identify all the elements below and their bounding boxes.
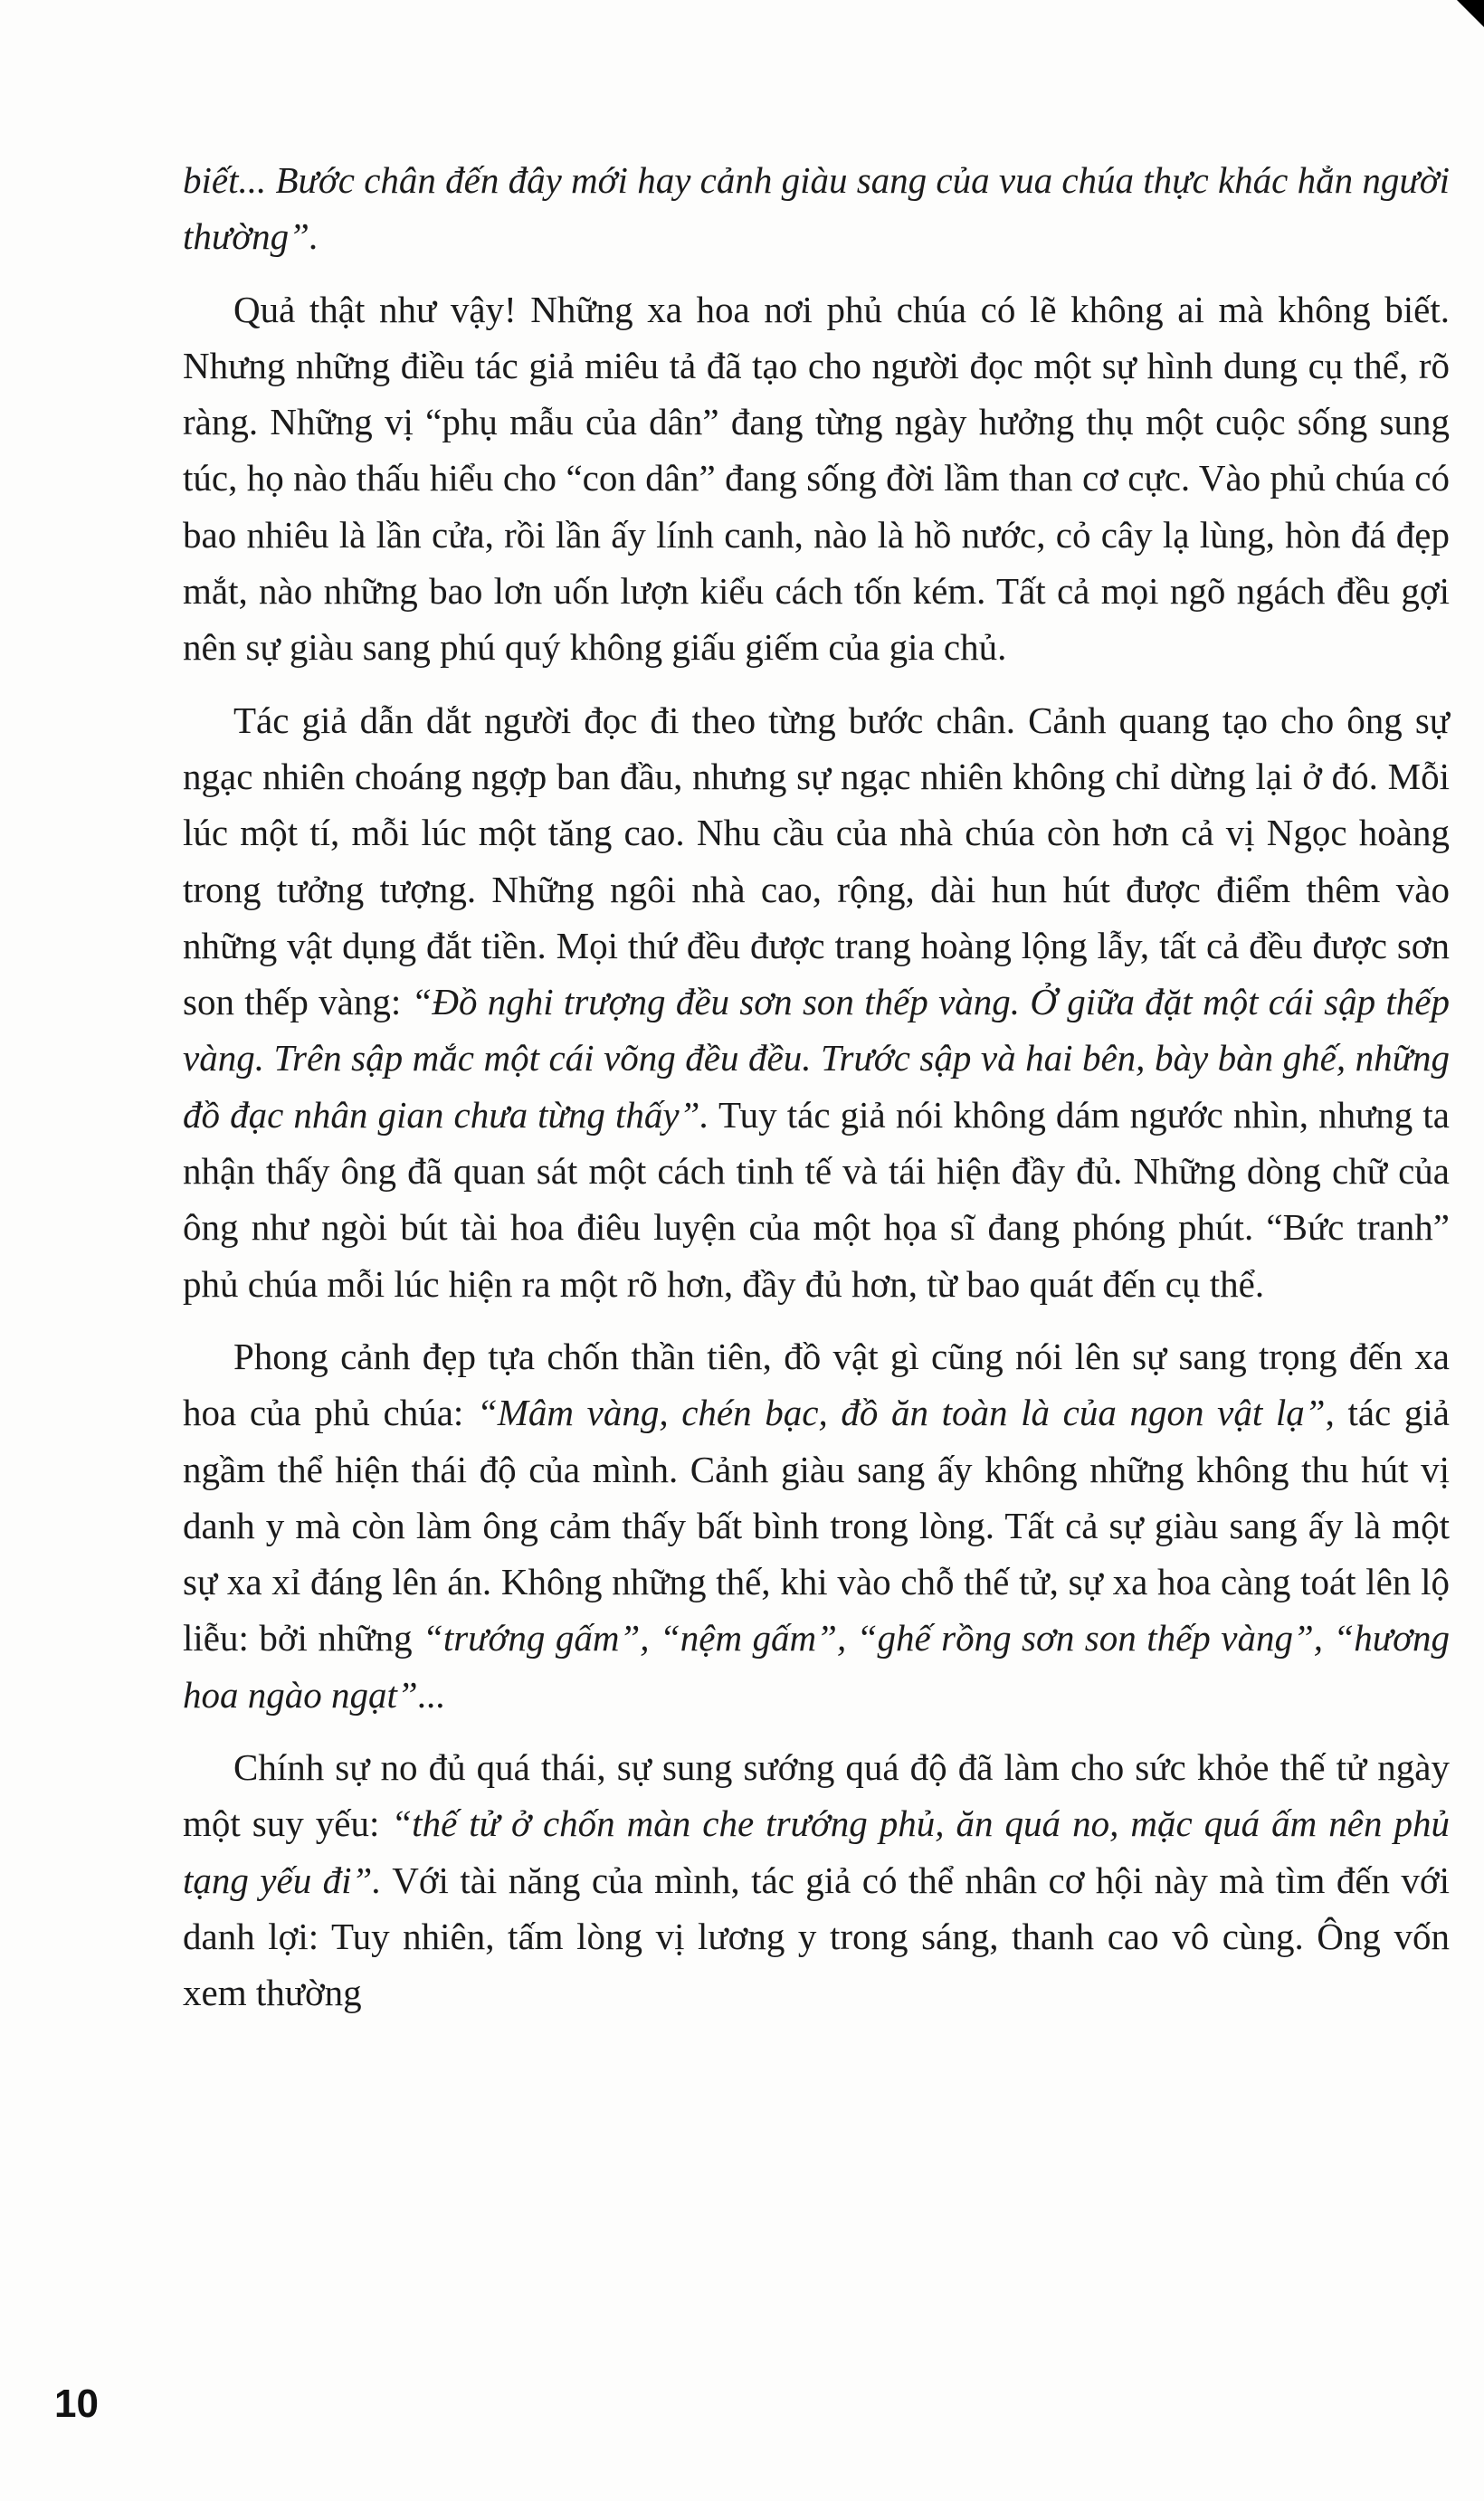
paragraph-text: Với tài năng của mình, tác giả có thể nhân cơ hội này mà tìm đến với danh lợi: Tuy nhiên, tấm lòng vị lương y trong sáng, thanh cao vô cùng. Ông vốn xem thường — [183, 1859, 1451, 2014]
page-number: 10 — [54, 2382, 99, 2426]
paragraph-text: , tác giả ngầm thể hiện thái độ của mình. Cảnh giàu sang ấy không những không thu hút vị danh y mà còn làm ông cảm thấy bất bình trong lòng. Tất cả sự giàu sang ấy là một sự xa xỉ đáng lên án. Không những thế, khi vào chỗ thế tử, sự xa hoa càng toát lên lộ liễu: bởi những — [183, 1392, 1450, 1659]
corner-mark — [1457, 0, 1484, 27]
body-text — [183, 152, 1450, 2021]
paragraph — [183, 281, 1450, 676]
paragraph-text: Phong cảnh đẹp tựa chốn thần tiên, đồ vật gì cũng nói lên sự sang trọng đến xa hoa của phủ chúa: — [183, 1335, 1450, 1434]
paragraph — [183, 1328, 1450, 1723]
paragraph — [183, 692, 1450, 1312]
paragraph-text: Tuy tác giả nói không dám ngước nhìn, nhưng ta nhận thấy ông đã quan sát một cách tinh tế và tái hiện đầy đủ. Những dòng chữ của ông như ngòi bút tài hoa điêu luyện của một họa sĩ đang phóng phút. “Bức tranh” phủ chúa mỗi lúc hiện ra một rõ hơn, đầy đủ hơn, từ bao quát đến cụ thể. — [183, 1093, 1450, 1305]
paragraph-text: Quả thật như vậy! Những xa hoa nơi phủ chúa có lẽ không ai mà không biết. Nhưng những điều tác giả miêu tả đã tạo cho người đọc một sự hình dung cụ thể, rõ ràng. Những vị “phụ mẫu của dân” đang từng ngày hưởng thụ một cuộc sống sung túc, họ nào thấu hiểu cho “con dân” đang sống đời lầm than cơ cực. Vào phủ chúa có bao nhiêu là lần cửa, rồi lần ấy lính canh, nào là hồ nước, cỏ cây lạ lùng, hòn đá đẹp mắt, nào những bao lơn uốn lượn kiểu cách tốn kém. Tất cả mọi ngõ ngách đều gợi nên sự giàu sang phú quý không giấu giếm của gia chủ. — [183, 288, 1450, 669]
paragraph-text: Chính sự no đủ quá thái, sự sung sướng quá độ đã làm cho sức khỏe thế tử ngày một suy yếu: — [183, 1746, 1450, 1845]
quoted-text: “Đồ nghi trượng đều sơn son thếp vàng. Ở giữa đặt một cái sập thếp vàng. Trên sập mắc một cái võng đều đều. Trước sập và hai bên, bày bàn ghế, những đồ đạc nhân gian chưa từng thấy”. — [183, 981, 1450, 1136]
quoted-text: “trướng gấm”, “nệm gấm”, “ghế rồng sơn son thếp vàng”, “hương hoa ngào ngạt”... — [183, 1617, 1450, 1716]
paragraph — [183, 1739, 1450, 2021]
quoted-text: biết... Bước chân đến đây mới hay cảnh giàu sang của vua chúa thực khác hẳn người thường”. — [183, 159, 1451, 258]
paragraph — [183, 152, 1450, 265]
paragraph-text: Tác giả dẫn dắt người đọc đi theo từng bước chân. Cảnh quang tạo cho ông sự ngạc nhiên choáng ngợp ban đầu, nhưng sự ngạc nhiên không chỉ dừng lại ở đó. Mỗi lúc một tí, mỗi lúc một tăng cao. Nhu cầu của nhà chúa còn hơn cả vị Ngọc hoàng trong tưởng tượng. Những ngôi nhà cao, rộng, dài hun hút được điểm thêm vào những vật dụng đắt tiền. Mọi thứ đều được trang hoàng lộng lẫy, tất cả đều được sơn son thếp vàng: — [183, 699, 1450, 1023]
quoted-text: “Mâm vàng, chén bạc, đồ ăn toàn là của ngon vật lạ” — [476, 1392, 1326, 1434]
quoted-text: “thế tử ở chốn màn che trướng phủ, ăn quá no, mặc quá ấm nên phủ tạng yếu đi”. — [183, 1802, 1451, 1901]
